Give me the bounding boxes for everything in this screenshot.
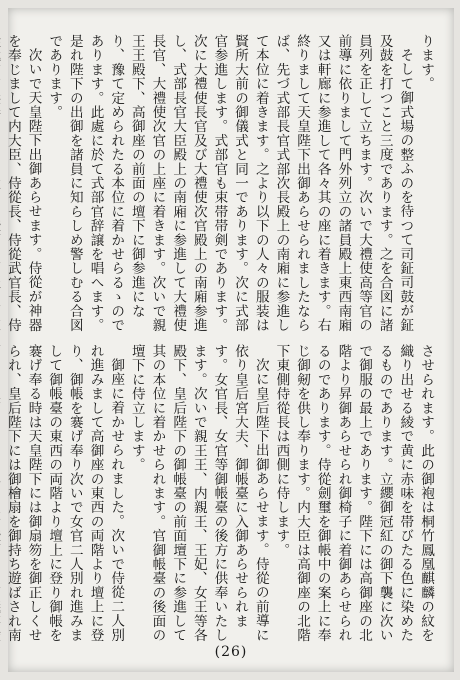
- paragraph: 御座に着かせられました。次いで侍從二人別れ進みまして高御座の東西の両階より壇上に登り、御帳を褰げ奉り次いで女官二人別れ進みまして御帳臺の東西の両階より壇上に登り御帳を褰げ奉る時は天皇陛下には御扇笏を御正しくせられ、皇后陛下には御檜扇を御持ち遊ばされ南: [4, 344, 125, 643]
- paragraph: させられます。此の御袍は桐竹鳳凰麒麟の紋を織り出せる綾で黄に赤味を帯びたる色に染めたるものであります。立纓御冠紅の御下襲に次いで御服の最上であります。陛下には高御座の北階より昇御あらせられ御椅子に着御あらせられるのであります。侍從劍璽を御帳中の案上に奉じ御剱を供し奉ります。内大臣は高御座の北階下東側侍從長は西側に侍します。: [273, 344, 434, 643]
- paragraph: そして御式場の整ふのを待つて司鉦司鼓が鉦及鼓を打つこと三度であります。之を合図に諸員列を正して立ちます。次いで大禮使高等官の前導に依りまして門外列立の諸員殿上東西南廂又は軒廊に参進して各々其の座に着きます。右終りまして天皇陛下出御あらせられましたならば、先づ式部長官式部次長殿上の南廂に参進して本位に着きます。之より以下の人々の服装は賢所大前の御儀式と同一であります。次に式部官参進します。式部官も束帯帯剣であります。次に大禮使長官及び大禮使次官殿上の南廂参進し、式部長官大臣殿上の南廂に参進して大禮使長官、大禮使次官の上座に着きます。次いで親王王殿下、高御座の前面の壇下に御参進になり、豫て定められたる本位に着かせらるゝのであります。此處に於て式部官辞譲を唱へます。是れ陛下の出御を諸員に知らしめ警しむる合図であります。: [46, 34, 414, 333]
- paragraph: ります。: [418, 34, 434, 91]
- upper-text-block: [4, 34, 436, 334]
- lower-text-block: [4, 344, 436, 644]
- paragraph: 次に皇后陛下出御あらせます。侍從の前導に依り皇后宮大夫、御帳臺に入御あらせられます。女官長、女官等御帳臺の後方に供奉いたします。次いで親王王、内親王、王妃、女王等各殿下、皇后陛下の御帳臺の前面壇下に参進して其の本位に着かせられます。官御帳臺の後面の壇下に侍立します。: [128, 344, 269, 643]
- document-sheet: [4, 8, 454, 672]
- page-number: (26): [214, 644, 248, 660]
- paragraph: 次いで天皇陛下出御あらせます。侍從が神器を奉じまして内大臣、侍從長、侍從武官長、侍: [4, 34, 42, 333]
